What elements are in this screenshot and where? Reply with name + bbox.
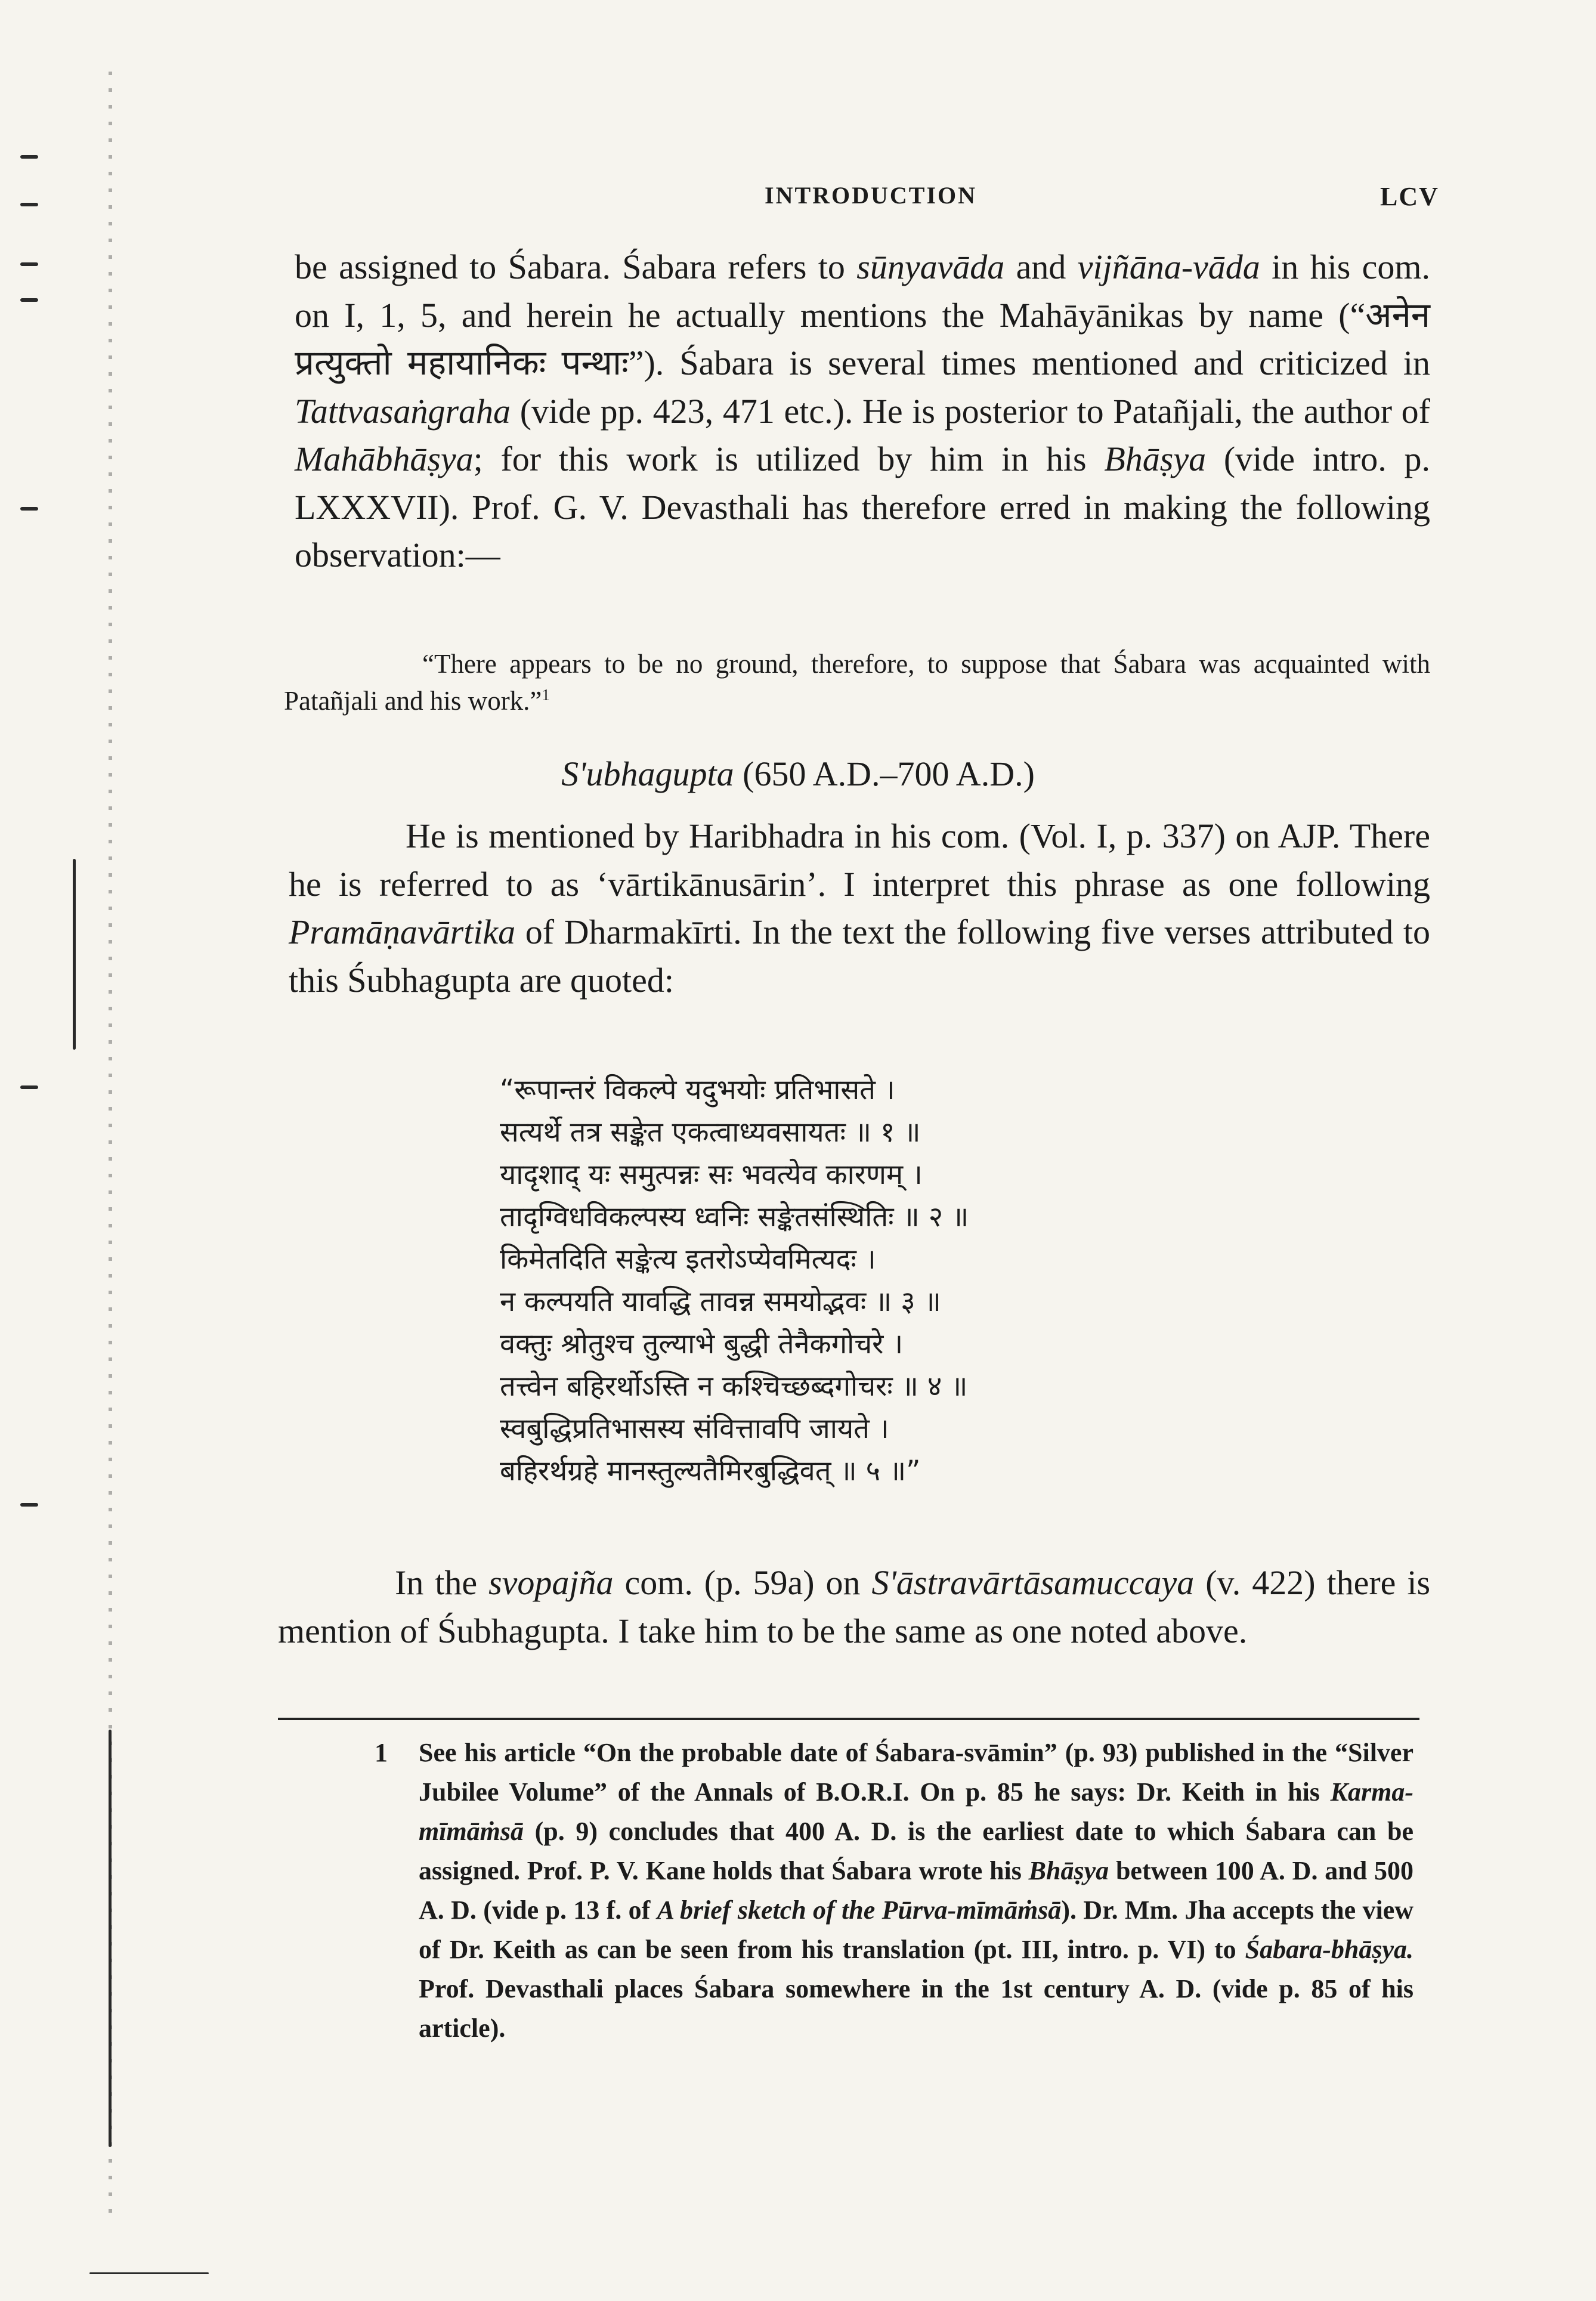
text-run: He is mentioned by Haribhadra in his com. (Vol. I, p. 337) on AJP. There he is referred to as ‘vārtikānusārin’. I interpret this phrase as one following xyxy=(289,817,1430,904)
text-run: See his article “On the probable date of Śabara-svāmin” (p. 93) published in the “Silver Jubilee Volume” of the Annals of B.O.R.I. On p. 85 he says: Dr. Keith in his xyxy=(419,1738,1413,1807)
scan-edge-mark xyxy=(89,2272,209,2274)
verse-line: तत्त्वेन बहिरर्थोऽस्ति न कश्चिच्छब्दगोचरः ॥ ४ ॥ xyxy=(500,1370,968,1403)
running-header xyxy=(0,181,1596,217)
text-run: ; for this work is utilized by him in his xyxy=(473,440,1105,478)
page-number: LCV xyxy=(1380,182,1439,211)
scan-edge-mark xyxy=(20,1503,38,1507)
scan-edge-mark xyxy=(20,507,38,511)
scan-edge-mark xyxy=(20,262,38,266)
scan-edge-mark xyxy=(20,155,38,159)
verse-line: बहिरर्थग्रहे मानस्तुल्यतैमिरबुद्धिवत् ॥ ५ ॥” xyxy=(500,1455,921,1487)
italic-title: A brief sketch of the Pūrva-mīmāṁsā xyxy=(657,1895,1062,1925)
section-heading-dates: (650 A.D.–700 A.D.) xyxy=(734,754,1035,793)
paragraph-svopajna xyxy=(278,1559,1430,1655)
scan-edge-mark xyxy=(20,298,38,302)
italic-title: Tattvasaṅgraha xyxy=(295,391,511,431)
text-run: Prof. Devasthali places Śabara somewhere in the 1st century A. D. (vide p. 85 of his article). xyxy=(419,1974,1413,2043)
block-quote xyxy=(284,645,1430,719)
scan-edge-vertical-line xyxy=(109,1730,112,2147)
text-run: and xyxy=(1004,248,1078,286)
verse-line: “रूपान्तरं विकल्पे यदुभयोः प्रतिभासते । xyxy=(500,1074,895,1106)
italic-title: Bhāṣya xyxy=(1104,440,1207,478)
running-title: INTRODUCTION xyxy=(765,182,978,209)
scan-edge-vertical-line xyxy=(73,859,76,1050)
verse-line: स्वबुद्धिप्रतिभासस्य संवित्तावपि जायते । xyxy=(500,1412,889,1445)
text-run: com. (p. 59a) on xyxy=(613,1563,872,1602)
text-run: between 100 A. D. and 500 A. D. (vide p. 13 f. of xyxy=(419,1856,1413,1925)
text-run: (vide pp. 423, 471 etc.). He is posterior to Patañjali, the author of xyxy=(511,391,1430,431)
text-run: In the xyxy=(395,1563,489,1602)
verse-line: यादृशाद् यः समुत्पन्नः सः भवत्येव कारणम् । xyxy=(500,1158,923,1191)
verse-line: सत्यर्थे तत्र सङ्केत एकत्वाध्यवसायतः ॥ १ ॥ xyxy=(500,1116,921,1149)
italic-title: Śabara-bhāṣya. xyxy=(1245,1935,1413,1964)
verse-line: न कल्पयति यावद्धि तावन्न समयोद्भवः ॥ ३ ॥ xyxy=(500,1285,941,1318)
italic-title: Pramāṇavārtika xyxy=(289,913,516,951)
italic-title: Karma-mīmāṁsā xyxy=(419,1777,1413,1846)
verse-line: वक्तुः श्रोतुश्च तुल्याभे बुद्धी तेनैकगोचरे । xyxy=(500,1328,904,1360)
footnote-reference[interactable]: 1 xyxy=(542,686,550,704)
paragraph-subhagupta xyxy=(289,812,1430,1004)
italic-term: sūnyavāda xyxy=(856,248,1005,286)
paragraph-sabara xyxy=(295,243,1430,580)
italic-term: vijñāna-vāda xyxy=(1077,248,1260,286)
text-run: be assigned to Śabara. Śabara refers to xyxy=(295,248,857,286)
footnote-text xyxy=(419,1733,1413,2048)
text-run: (p. 9) concludes that 400 A. D. is the earliest date to which Śabara can be assigned. Prof. P. V. Kane holds that Śabara wrote his xyxy=(419,1817,1413,1885)
section-heading-name: S'ubhagupta xyxy=(561,754,734,793)
text-run: of Dharmakīrti. In the text the following five verses attributed to this Śubhagupta are quoted: xyxy=(289,913,1430,1000)
verse-line: किमेतदिति सङ्केत्य इतरोऽप्येवमित्यदः । xyxy=(500,1243,876,1276)
verse-line: तादृग्विधविकल्पस्य ध्वनिः सङ्केतसंस्थितिः ॥ २ ॥ xyxy=(500,1201,969,1233)
text-run: ). Dr. Mm. Jha accepts the view of Dr. Keith as can be seen from his translation (pt. III, intro. p. VI) to xyxy=(419,1895,1414,1964)
section-heading xyxy=(0,750,1596,798)
footnote-number: 1 xyxy=(375,1738,388,1767)
quote-text: “There appears to be no ground, therefore, to suppose that Śabara was acquainted with Patañjali and his work.” xyxy=(284,649,1430,716)
sanskrit-verses xyxy=(500,1069,1275,1492)
italic-term: svopajña xyxy=(488,1563,614,1602)
text-run: in his com. on I, 1, 5, and herein he actually mentions the Mahāyānikas by name (“अनेन प्रत्युक्तो महायानिकः पन्थाः”). Śabara is several times mentioned and criticized in xyxy=(295,248,1430,382)
text-run: (vide intro. p. LXXXVII). Prof. G. V. Devasthali has therefore erred in making the following observation:— xyxy=(295,440,1430,574)
scan-edge-mark xyxy=(20,1085,38,1089)
italic-title: Mahābhāṣya xyxy=(295,440,474,478)
text-run: (v. 422) there is mention of Śubhagupta. I take him to be the same as one noted above. xyxy=(278,1563,1431,1650)
footnote-divider xyxy=(278,1718,1419,1720)
italic-title: Bhāṣya xyxy=(1028,1856,1109,1885)
italic-title: S'āstravārtāsamuccaya xyxy=(871,1563,1195,1602)
